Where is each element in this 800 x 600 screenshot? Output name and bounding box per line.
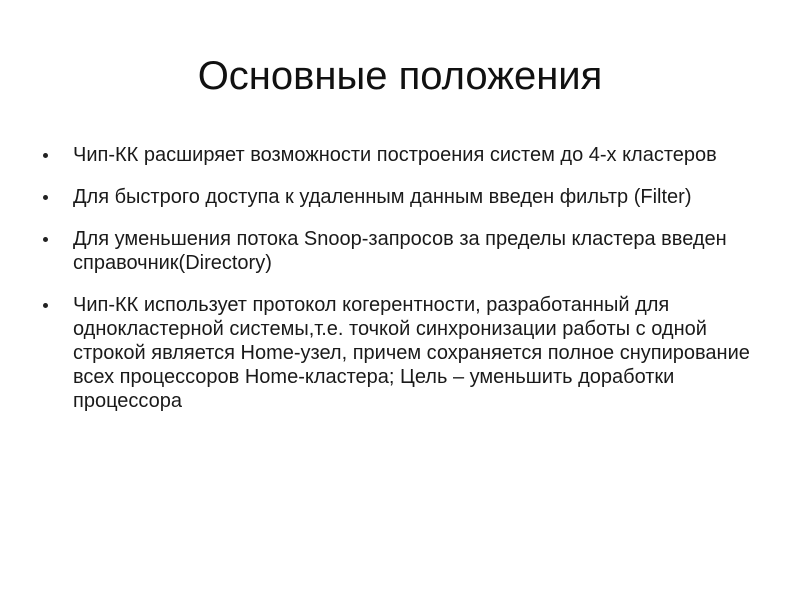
bullet-dot-icon xyxy=(43,303,48,308)
bullet-dot-icon xyxy=(43,237,48,242)
bullet-text: Для быстрого доступа к удаленным данным введен фильтр (Filter) xyxy=(73,186,692,208)
bullet-item xyxy=(40,293,760,413)
bullet-dot-icon xyxy=(43,195,48,200)
bullet-list xyxy=(40,143,760,431)
bullet-item xyxy=(40,185,760,209)
bullet-dot-icon xyxy=(43,153,48,158)
bullet-item xyxy=(40,143,760,167)
bullet-text: Для уменьшения потока Snoop-запросов за пределы кластера введен справочник(Directory) xyxy=(73,228,727,274)
bullet-text: Чип-КК использует протокол когерентности, разработанный для однокластерной системы,т.е. точкой синхронизации работы с одной строкой является Home-узел, причем сохраняется полное снупирование всех процессоров Home-кластера; Цель – уменьшить доработки процессора xyxy=(73,294,750,412)
bullet-text: Чип-КК расширяет возможности построения систем до 4-х кластеров xyxy=(73,144,717,166)
bullet-item xyxy=(40,227,760,275)
slide-title: Основные положения xyxy=(197,54,603,98)
